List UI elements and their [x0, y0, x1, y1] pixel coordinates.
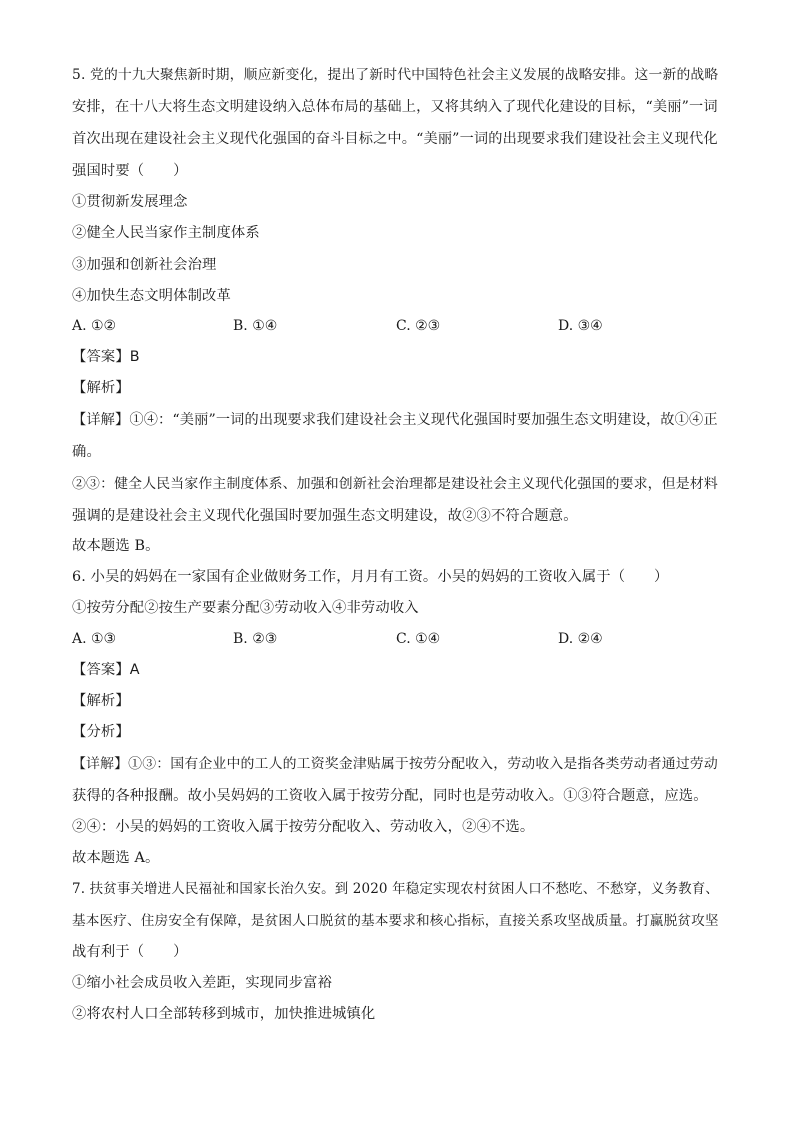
- q6-option-d: D. ②④: [558, 631, 603, 647]
- q6-detail-line-4: 故本题选 A。: [72, 850, 160, 866]
- q7-item-1: ①缩小社会成员收入差距，实现同步富裕: [72, 975, 333, 991]
- q6-analysis-sub: 【分析】: [72, 724, 130, 740]
- q5-stem-line-3: 首次出现在建设社会主义现代化强国的奋斗目标之中。“美丽”一词的出现要求我们建设社会主义现代化: [72, 131, 718, 147]
- q6-option-b: B. ②③: [233, 631, 278, 647]
- q6-answer: 【答案】A: [72, 662, 140, 678]
- q5-analysis-tag: 【解析】: [72, 380, 130, 396]
- q5-stem-line-1: 5. 党的十九大聚焦新时期，顺应新变化，提出了新时代中国特色社会主义发展的战略安排。这一新的战略: [72, 67, 719, 83]
- q5-detail-line-1: 【详解】①④：“美丽”一词的出现要求我们建设社会主义现代化强国时要加强生态文明建设，故①④正: [72, 412, 718, 428]
- q6-detail-line-1: 【详解】①③：国有企业中的工人的工资奖金津贴属于按劳分配收入，劳动收入是指各类劳动者通过劳动: [72, 756, 718, 772]
- q5-item-4: ④加快生态文明体制改革: [72, 288, 231, 304]
- q7-item-2: ②将农村人口全部转移到城市，加快推进城镇化: [72, 1006, 376, 1022]
- q5-item-1: ①贯彻新发展理念: [72, 194, 188, 210]
- q6-detail-line-3: ②④：小吴的妈妈的工资收入属于按劳分配收入、劳动收入，②④不选。: [72, 819, 535, 835]
- q6-items: ①按劳分配②按生产要素分配③劳动收入④非劳动收入: [72, 600, 419, 616]
- q5-item-3: ③加强和创新社会治理: [72, 257, 217, 273]
- q6-analysis-tag: 【解析】: [72, 693, 130, 709]
- q5-option-d: D. ③④: [558, 318, 603, 334]
- q7-stem-line-3: 战有利于（ ）: [72, 944, 188, 960]
- q5-answer: 【答案】B: [72, 349, 140, 365]
- q6-option-c: C. ①④: [396, 631, 441, 647]
- q5-detail-line-3: ②③：健全人民当家作主制度体系、加强和创新社会治理都是建设社会主义现代化强国的要求，但是材料: [72, 476, 718, 492]
- q7-stem-line-2: 基本医疗、住房安全有保障，是贫困人口脱贫的基本要求和核心指标，直接关系攻坚战质量。打赢脱贫攻坚: [72, 913, 719, 929]
- q5-detail-line-2: 确。: [72, 444, 101, 460]
- q5-option-b: B. ①④: [233, 318, 278, 334]
- q5-detail-line-4: 强调的是建设社会主义现代化强国时要加强生态文明建设，故②③不符合题意。: [72, 508, 578, 524]
- q6-stem: 6. 小吴的妈妈在一家国有企业做财务工作，月月有工资。小吴的妈妈的工资收入属于（ ）: [72, 569, 669, 585]
- q5-detail-line-5: 故本题选 B。: [72, 538, 160, 554]
- q7-stem-line-1: 7. 扶贫事关增进人民福祉和国家长治久安。到 2020 年稳定实现农村贫困人口不愁吃、不愁穿，义务教育、: [72, 881, 719, 897]
- q6-detail-line-2: 获得的各种报酬。故小吴妈妈的工资收入属于按劳分配，同时也是劳动收入。①③符合题意，应选。: [72, 788, 708, 804]
- q5-item-2: ②健全人民当家作主制度体系: [72, 225, 260, 241]
- q5-stem-line-2: 安排，在十八大将生态文明建设纳入总体布局的基础上，又将其纳入了现代化建设的目标，“美丽”一词: [72, 99, 718, 115]
- q5-option-c: C. ②③: [396, 318, 441, 334]
- q6-option-a: A. ①③: [72, 631, 117, 647]
- q5-option-a: A. ①②: [72, 318, 117, 334]
- q5-stem-line-4: 强国时要（ ）: [72, 163, 188, 179]
